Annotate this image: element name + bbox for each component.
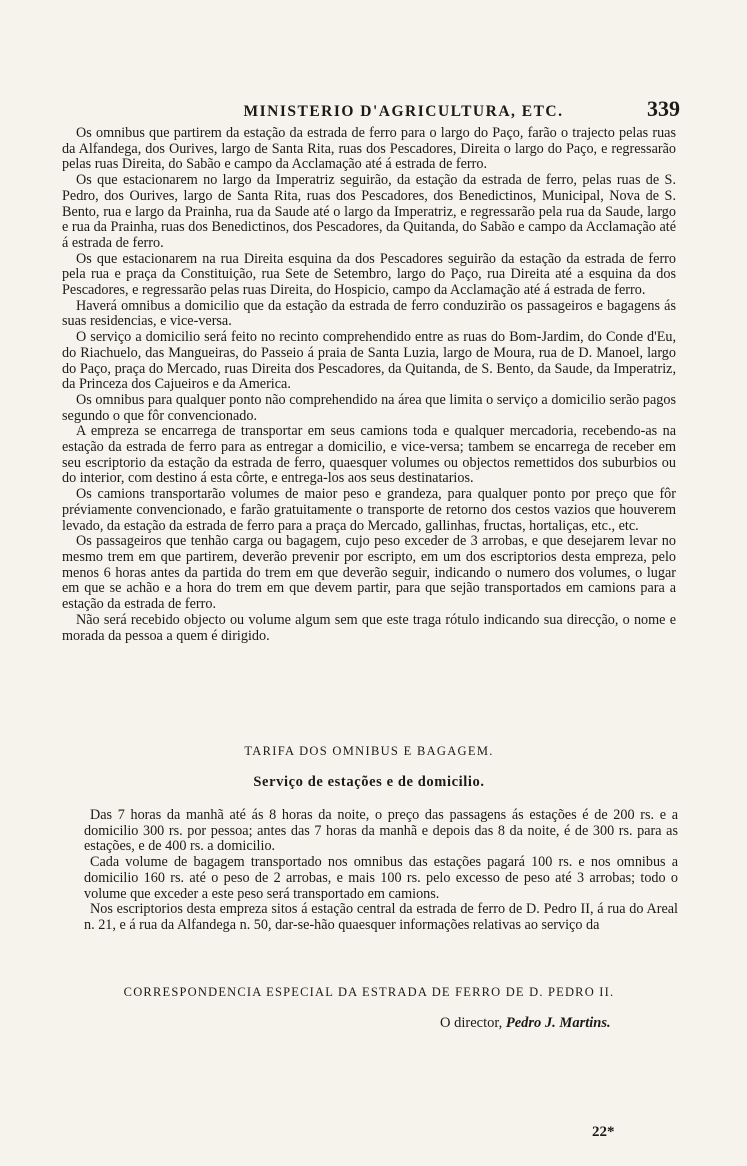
paragraph: Os passageiros que tenhão carga ou bagagem, cujo peso exceder de 3 arrobas, e que desejarem levar no mesmo trem em que partirem, deverão prevenir por escripto, em um dos escriptorios desta empreza, pelo menos 6 horas antes da partida do trem em que deverão seguir, indicando o numero dos volumes, o lugar em que se achão e a hora do trem em que devem partir, para que sejão transportados em camions para a estação da estrada de ferro. [62, 533, 676, 613]
tariff-paragraph: Cada volume de bagagem transportado nos omnibus das estações pagará 100 rs. e nos omnibus a domicilio 160 rs. até o peso de 2 arrobas, e mais 100 rs. pelo excesso de peso até 3 arrobas; todo o volume que exceder a este peso será transportado em camions. [84, 854, 678, 902]
tariff-title: TARIFA DOS OMNIBUS E BAGAGEM. [244, 744, 494, 758]
page-number: 339 [647, 96, 680, 121]
paragraph: Os que estacionarem na rua Direita esquina da dos Pescadores seguirão da estação da estrada de ferro pela rua e praça da Constituição, rua Sete de Setembro, largo do Paço, rua Direita até a esquina da dos Pescadores, e regressarão pelas ruas Direita, do Hospicio, campo da Acclamação até á estrada de ferro. [62, 250, 676, 299]
paragraph: A empreza se encarrega de transportar em seus camions toda e qualquer mercadoria, recebendo-as na estação da estrada de ferro para as entregar a domicilio, e vice-versa; tambem se encarrega de receber em seu escriptorio da estação da estrada de ferro, quaesquer volumes ou objectos remettidos dos suburbios ou do interior, com destino á esta côrte, e entrega-los aos seus destinatarios. [62, 423, 676, 487]
paragraph: O serviço a domicilio será feito no recinto comprehendido entre as ruas do Bom-Jardim, do Conde d'Eu, do Riachuelo, das Mangueiras, do Passeio á praia de Santa Luzia, largo de Moura, rua de D. Manoel, largo do Paço, praça do Mercado, ruas Direita dos Pescadores, da Quitanda, de S. Bento, da Saude, da Imperatriz, da Princeza dos Cajueiros e da America. [62, 329, 676, 393]
running-title: MINISTERIO D'AGRICULTURA, ETC. [243, 103, 564, 120]
paragraph: Não será recebido objecto ou volume algum sem que este traga rótulo indicando sua direcção, o nome e morada da pessoa a quem é dirigido. [62, 611, 676, 644]
signature-role: O director, [440, 1015, 503, 1031]
signature [440, 1015, 611, 1032]
paragraph: Haverá omnibus a domicilio que da estação da estrada de ferro conduzirão os passageiros e bagagens ás suas residencias, e vice-versa. [62, 297, 676, 330]
signature-name: Pedro J. Martins. [505, 1015, 611, 1031]
signature-mark: 22* [592, 1124, 615, 1140]
paragraph: Os camions transportarão volumes de maior peso e grandeza, para qualquer ponto por preço que fôr préviamente convencionado, e farão gratuitamente o transporte de retorno dos cestos vazios que houverem levado, da estação da estrada de ferro para a praça do Mercado, gallinhas, fructas, hortaliças, etc., etc. [62, 486, 676, 534]
tariff-text [84, 808, 678, 934]
main-text [62, 126, 676, 644]
tariff-subtitle: Serviço de estações e de domicilio. [253, 774, 485, 790]
page-header [70, 96, 680, 122]
correspondence-heading: CORRESPONDENCIA ESPECIAL DA ESTRADA DE FERRO DE D. PEDRO II. [123, 985, 615, 999]
tariff-paragraph: Nos escriptorios desta empreza sitos á estação central da estrada de ferro de D. Pedro II, á rua do Areal n. 21, e á rua da Alfandega n. 50, dar-se-hão quaesquer informações relativas ao serviço da [84, 901, 678, 933]
paragraph: Os omnibus para qualquer ponto não comprehendido na área que limita o serviço a domicilio serão pagos segundo o que fôr convencionado. [62, 391, 676, 424]
paragraph: Os omnibus que partirem da estação da estrada de ferro para o largo do Paço, farão o trajecto pelas ruas da Alfandega, dos Ourives, largo de Santa Rita, ruas dos Pescadores, Direita o largo do Paço, e regressarão pelas ruas Direita, do Sabão e campo da Acclamação até á estrada de ferro. [62, 125, 676, 173]
tariff-paragraph: Das 7 horas da manhã até ás 8 horas da noite, o preço das passagens ás estações é de 200 rs. e a domicilio 300 rs. por pessoa; antes das 7 horas da manhã e depois das 8 da noite, é de 300 rs. para as estações, e de 400 rs. a domicilio. [84, 807, 678, 855]
paragraph: Os que estacionarem no largo da Imperatriz seguirão, da estação da estrada de ferro, pelas ruas de S. Pedro, dos Ourives, largo de Santa Rita, ruas dos Pescadores, dos Benedictinos, Municipal, Nova de S. Bento, rua e largo da Prainha, rua da Saude até o largo da Imperatriz, e regressarão pela rua da Saude, largo e rua da Prainha, ruas dos Benedictinos, dos Pescadores, da Quitanda, do Sabão e campo da Acclamação até á estrada de ferro. [62, 172, 676, 251]
